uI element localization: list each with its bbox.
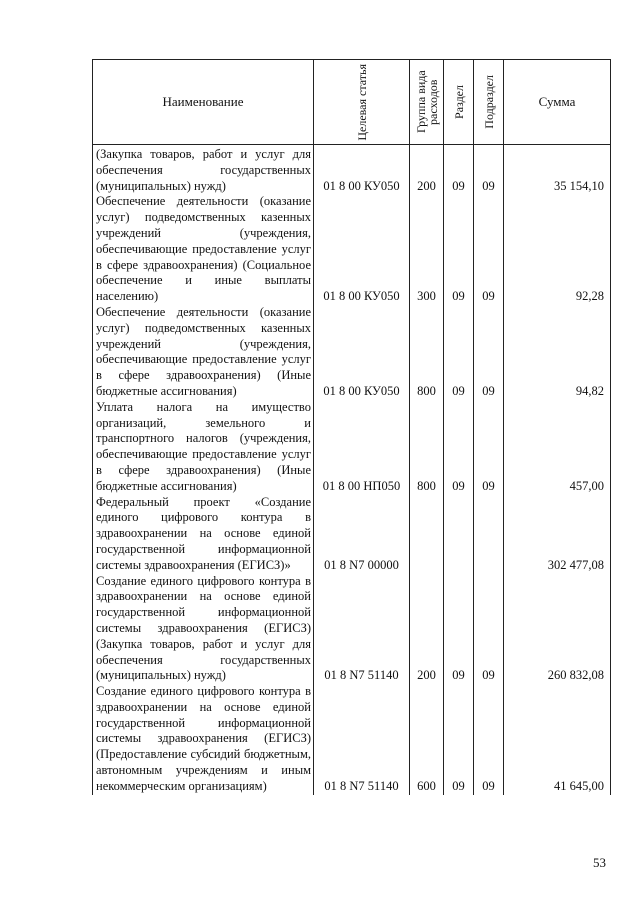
row-group: 200	[410, 574, 444, 685]
row-article: 01 8 00 КУ050	[314, 145, 410, 195]
header-name: Наименование	[93, 60, 314, 145]
row-subsection: 09	[474, 574, 504, 685]
row-article: 01 8 00 КУ050	[314, 305, 410, 400]
row-group: 800	[410, 305, 444, 400]
header-article: Целевая статья	[314, 60, 410, 145]
row-group	[410, 495, 444, 574]
table-row	[93, 684, 611, 795]
row-section: 09	[444, 194, 474, 305]
table-row	[93, 400, 611, 495]
row-section	[444, 495, 474, 574]
row-name: Обеспечение деятельности (оказание услуг) подведомственных казенных учреждений (учреждения, обеспечивающие предоставление услуг в сфере здравоохранения) (Иные бюджетные ассигнования)	[93, 305, 314, 400]
table-row	[93, 145, 611, 195]
budget-table	[92, 59, 611, 795]
row-subsection: 09	[474, 145, 504, 195]
row-sum: 92,28	[504, 194, 611, 305]
row-section: 09	[444, 145, 474, 195]
row-name: (Закупка товаров, работ и услуг для обеспечения государственных (муниципальных) нужд)	[93, 145, 314, 195]
table-row	[93, 495, 611, 574]
row-subsection: 09	[474, 305, 504, 400]
header-group: Группа вида расходов	[410, 60, 444, 145]
row-subsection	[474, 495, 504, 574]
header-subsection: Подраздел	[474, 60, 504, 145]
row-sum: 457,00	[504, 400, 611, 495]
row-name: Уплата налога на имущество организаций, земельного и транспортного налогов (учреждения, обеспечивающие предоставление услуг в сфере здравоохранения) (Иные бюджетные ассигнования)	[93, 400, 314, 495]
row-article: 01 8 N7 51140	[314, 574, 410, 685]
row-subsection: 09	[474, 400, 504, 495]
table-row	[93, 305, 611, 400]
row-sum: 302 477,08	[504, 495, 611, 574]
row-group: 300	[410, 194, 444, 305]
header-sum: Сумма	[504, 60, 611, 145]
row-name: Создание единого цифрового контура в здравоохранении на основе единой государственной информационной системы здравоохранения (ЕГИСЗ) (Закупка товаров, работ и услуг для обеспечения государственных (муниципальных) нужд)	[93, 574, 314, 685]
page-number: 53	[593, 855, 606, 870]
table-header-row	[93, 60, 611, 145]
row-group: 800	[410, 400, 444, 495]
row-name: Создание единого цифрового контура в здравоохранении на основе единой государственной информационной системы здравоохранения (ЕГИСЗ) (Предоставление субсидий бюджетным, автономным учреждениям и иным некоммерческим организациям)	[93, 684, 314, 795]
row-article: 01 8 N7 51140	[314, 684, 410, 795]
row-sum: 260 832,08	[504, 574, 611, 685]
row-sum: 35 154,10	[504, 145, 611, 195]
row-group: 600	[410, 684, 444, 795]
row-article: 01 8 00 НП050	[314, 400, 410, 495]
row-group: 200	[410, 145, 444, 195]
row-article: 01 8 00 КУ050	[314, 194, 410, 305]
row-section: 09	[444, 305, 474, 400]
table-row	[93, 574, 611, 685]
table-row	[93, 194, 611, 305]
row-article: 01 8 N7 00000	[314, 495, 410, 574]
header-section: Раздел	[444, 60, 474, 145]
row-sum: 94,82	[504, 305, 611, 400]
row-subsection: 09	[474, 684, 504, 795]
row-name: Федеральный проект «Создание единого цифрового контура в здравоохранении на основе единой государственной информационной системы здравоохранения (ЕГИСЗ)»	[93, 495, 314, 574]
row-section: 09	[444, 400, 474, 495]
row-section: 09	[444, 684, 474, 795]
row-sum: 41 645,00	[504, 684, 611, 795]
row-section: 09	[444, 574, 474, 685]
row-name: Обеспечение деятельности (оказание услуг) подведомственных казенных учреждений (учреждения, обеспечивающие предоставление услуг в сфере здравоохранения) (Социальное обеспечение и иные выплаты населению)	[93, 194, 314, 305]
row-subsection: 09	[474, 194, 504, 305]
